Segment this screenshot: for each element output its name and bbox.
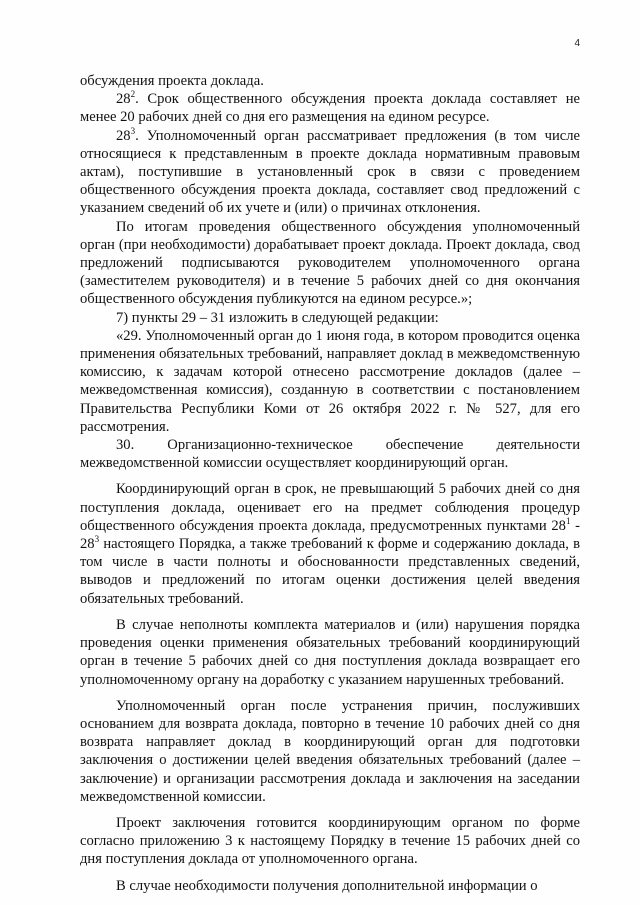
paragraph-item-7: 7) пункты 29 – 31 изложить в следующей редакции: <box>116 309 439 326</box>
paragraph-30: 30. Организационно-техническое обеспечение деятельности межведомственной комиссии осуществляет координирующий орган. <box>80 437 580 472</box>
paragraph-text: Координирующий орган в срок, не превышающий 5 рабочих дней со дня поступления доклада, оценивает его на предмет соблюдения процедур общественного обсуждения проекта доклада, предусмотренных пунктами 28 <box>80 481 580 534</box>
paragraph-28-3 <box>80 127 580 218</box>
document-body <box>80 72 580 895</box>
paragraph-additional-info: В случае необходимости получения дополнительной информации о <box>116 877 538 894</box>
clause-number: 28 <box>116 91 131 108</box>
paragraph-text: настоящего Порядка, а также требований к форме и содержанию доклада, в том числе в части полноты и обоснованности представленных сведений, выводов и предложений по итогам оценки достижения целей введения обязательных требований. <box>80 536 580 607</box>
page-number: 4 <box>574 38 580 49</box>
paragraph-28-2 <box>80 90 580 126</box>
paragraph-29: «29. Уполномоченный орган до 1 июня года, в котором проводится оценка применения обязательных требований, направляет доклад в межведомственную комиссию, к задачам которой отнесено рассмотрение докладов (далее – межведомственная комиссия), созданную в соответствии с постановлением Правительства Республики Коми от 26 октября 2022 г. № 527, для его рассмотрения. <box>80 327 580 435</box>
clause-superscript: 2 <box>130 89 136 100</box>
clause-superscript: 1 <box>565 516 571 527</box>
paragraph-resubmission: Уполномоченный орган после устранения причин, послуживших основанием для возврата доклада, повторно в течение 10 рабочих дней со дня возврата направляет доклад в координирующий орган для подготовки заключения о достижении целей введения обязательных требований (далее – заключение) и организации рассмотрения доклада и заключения на заседании межведомственной комиссии. <box>80 697 580 805</box>
paragraph-incomplete: В случае неполноты комплекта материалов и (или) нарушения порядка проведения оценки применения обязательных требований координирующий орган в течение 5 рабочих дней со дня поступления доклада возвращает его уполномоченному органу на доработку с указанием нарушенных требований. <box>80 616 580 688</box>
paragraph-continuation: обсуждения проекта доклада. <box>80 73 264 89</box>
paragraph-draft-conclusion: Проект заключения готовится координирующим органом по форме согласно приложению 3 к настоящему Порядку в течение 15 рабочих дней со дня поступления доклада от уполномоченного органа. <box>80 814 580 868</box>
paragraph-results: По итогам проведения общественного обсуждения уполномоченный орган (при необходимости) дорабатывает проект доклада. Проект доклада, свод предложений подписываются руководителем уполномоченного органа (заместителем руководителя) и в течение 5 рабочих дней со дня окончания общественного обсуждения публикуются на едином ресурсе.»; <box>80 218 580 308</box>
paragraph-text: . Уполномоченный орган рассматривает предложения (в том числе относящиеся к представленным в проекте доклада нормативным правовым актам), поступившие в установленный срок в связи с проведением общественного обсуждения проекта доклада, составляет свод предложений с указанием сведений об их учете и (или) о причинах отклонения. <box>80 127 580 217</box>
paragraph-text: . Срок общественного обсуждения проекта доклада составляет не менее 20 рабочих дней со дня его размещения на едином ресурсе. <box>80 91 580 126</box>
clause-superscript: 3 <box>130 125 136 136</box>
clause-number: 28 <box>116 127 131 144</box>
clause-superscript: 3 <box>94 534 100 545</box>
paragraph-coordinating-body <box>80 480 580 607</box>
paragraph-text: - 28 <box>80 517 580 553</box>
